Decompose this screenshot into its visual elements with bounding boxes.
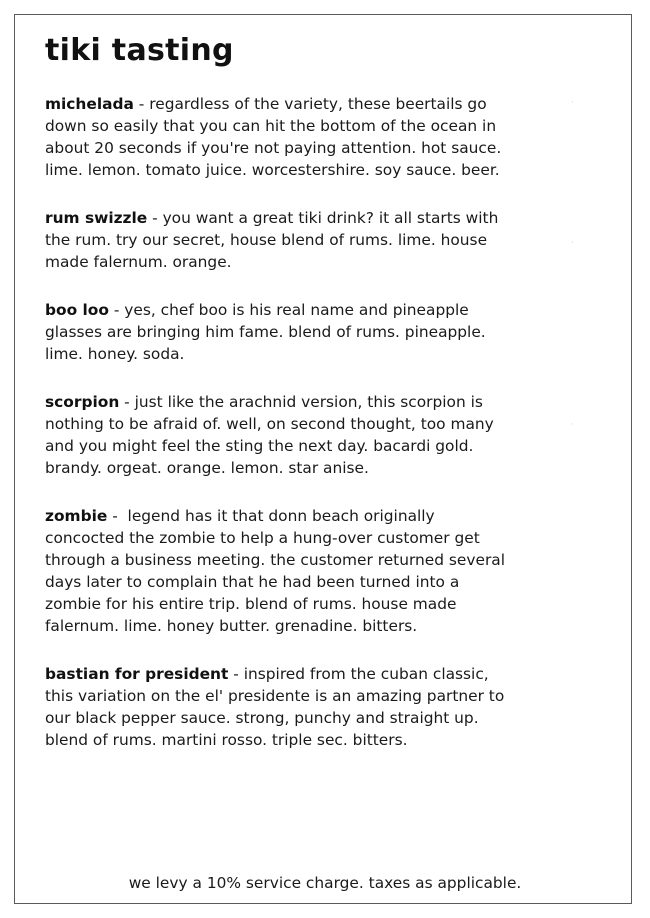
item-separator: - xyxy=(133,95,150,113)
item-name: michelada xyxy=(45,95,134,113)
item-description: inspired from the cuban classic, this variation on the el' presidente is an amazing partner to our black pepper sauce. strong, punchy and straight up. blend of rums. martini rosso. triple sec. bitters. xyxy=(45,665,505,749)
item-description: yes, chef boo is his real name and pineapple glasses are bringing him fame. blend of rums. pineapple. lime. honey. soda. xyxy=(45,301,486,363)
menu-item-michelada xyxy=(45,93,515,181)
menu-title: tiki tasting xyxy=(45,33,234,68)
item-separator: - xyxy=(108,301,125,319)
item-separator: - xyxy=(107,507,128,525)
item-description: regardless of the variety, these beertails go down so easily that you can hit the bottom of the ocean in about 20 seconds if you're not paying attention. hot sauce. lime. lemon. tomato juice. worcestershire. soy sauce. beer. xyxy=(45,95,502,179)
faded-price-mark: ⋅ xyxy=(571,98,574,108)
item-name: bastian for president xyxy=(45,665,229,683)
item-description: legend has it that donn beach originally concocted the zombie to help a hung-over customer get through a business meeting. the customer returned several days later to complain that he had been turned into a zombie for his entire trip. blend of rums. house made falernum. lime. honey butter. grenadine. bitters. xyxy=(45,507,506,635)
item-separator: - xyxy=(228,665,244,683)
menu-item-boo-loo xyxy=(45,299,515,365)
item-name: zombie xyxy=(45,507,108,525)
menu-item-bastian-for-president xyxy=(45,663,515,751)
item-description: you want a great tiki drink? it all starts with the rum. try our secret, house blend of rums. lime. house made falernum. orange. xyxy=(45,209,499,271)
item-separator: - xyxy=(119,393,135,411)
faded-price-mark: ⋅ xyxy=(571,238,574,248)
service-charge-note: we levy a 10% service charge. taxes as applicable. xyxy=(128,874,522,892)
menu-item-list xyxy=(45,93,515,777)
item-separator: - xyxy=(147,209,163,227)
menu-item-zombie xyxy=(45,505,515,637)
menu-item-rum-swizzle xyxy=(45,207,515,273)
item-name: scorpion xyxy=(45,393,120,411)
menu-item-scorpion xyxy=(45,391,515,479)
item-name: boo loo xyxy=(45,301,109,319)
faded-price-mark: ⋅ xyxy=(571,420,574,430)
item-description: just like the arachnid version, this scorpion is nothing to be afraid of. well, on second thought, too many and you might feel the sting the next day. bacardi gold. brandy. orgeat. orange. lemon. star anise. xyxy=(45,393,494,477)
item-name: rum swizzle xyxy=(45,209,148,227)
